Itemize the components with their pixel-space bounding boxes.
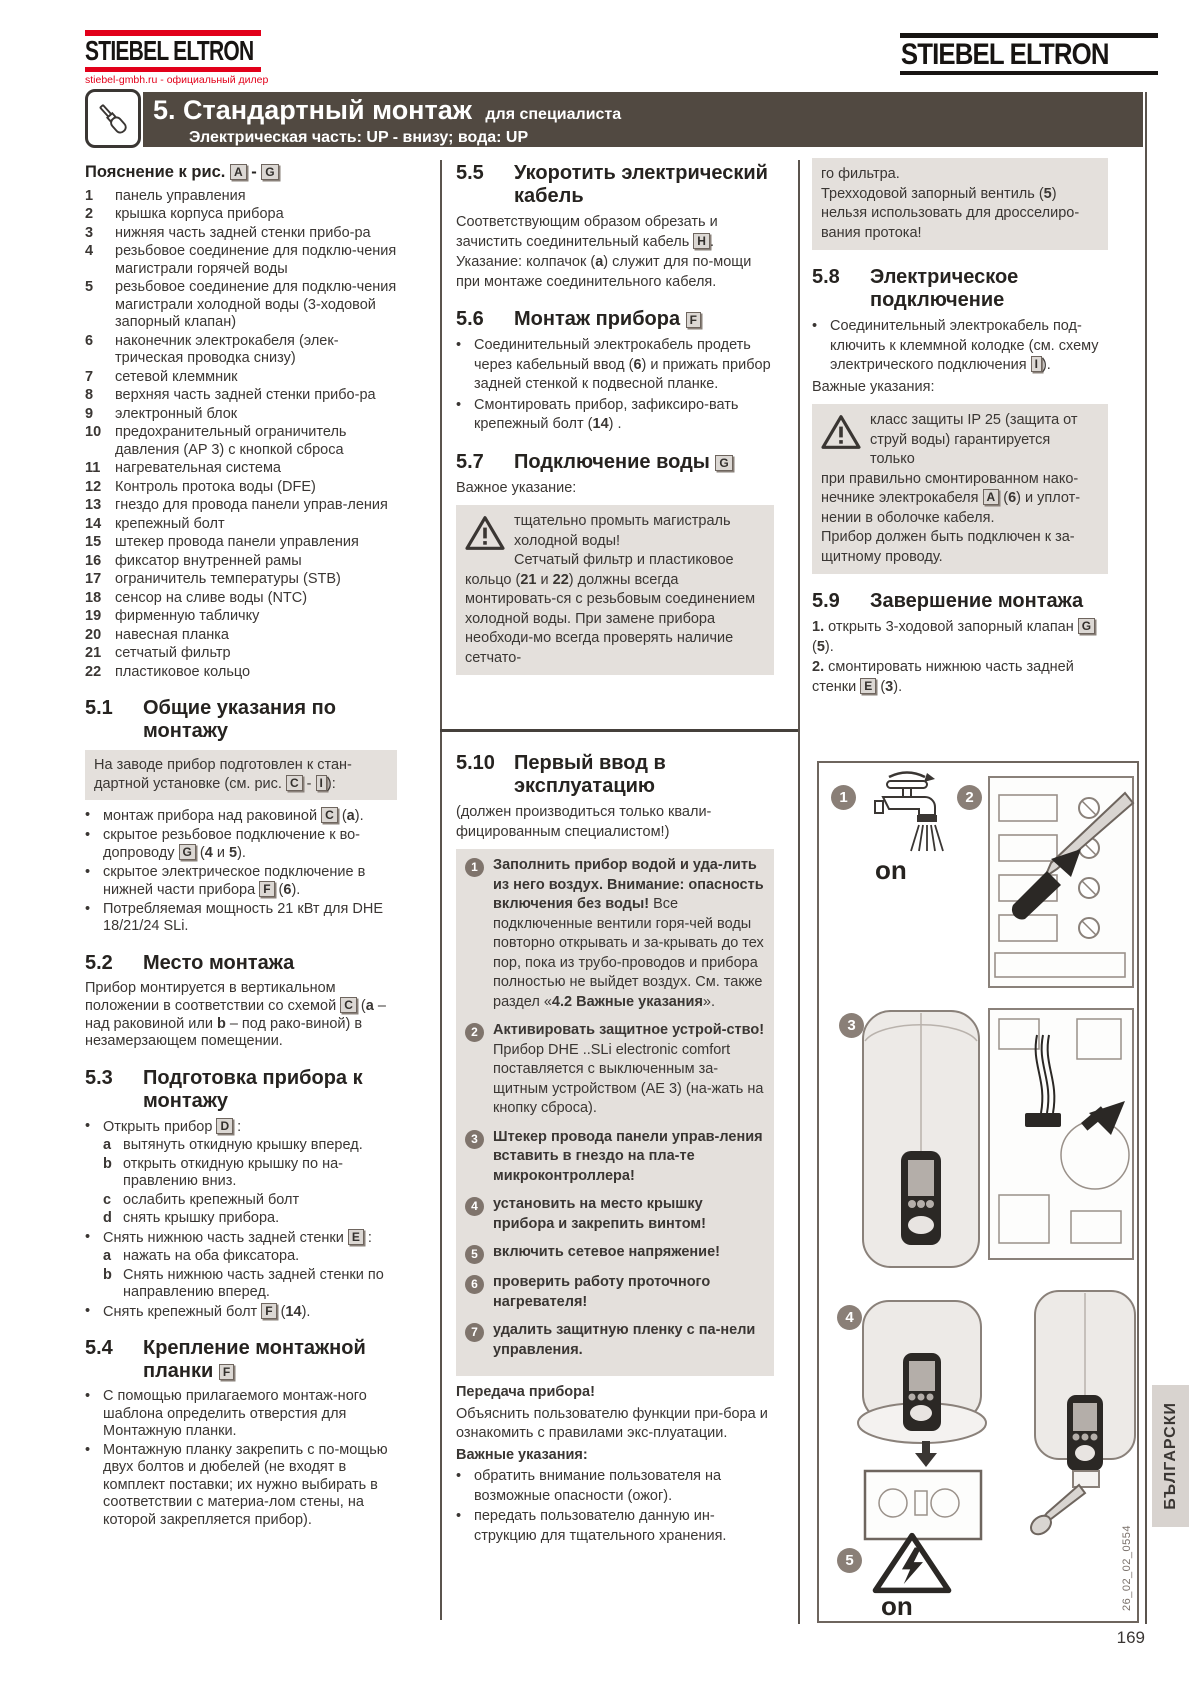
list-marker: • [85, 807, 91, 823]
bullet-item [85, 827, 397, 863]
paras-5-5 [456, 213, 774, 292]
step-item [103, 1267, 397, 1302]
list-marker: 21 [85, 645, 102, 661]
legend-item [85, 225, 397, 243]
middle-column-top [456, 160, 774, 682]
section-audience: для специалиста [485, 106, 622, 123]
list-marker: • [85, 1228, 91, 1245]
language-tab-label: БЪЛГАРСКИ [1161, 1402, 1179, 1510]
heading-title: Подключение воды G [514, 451, 733, 474]
figure-ref-C: C [321, 807, 338, 823]
step-item [85, 1118, 397, 1137]
figure-ref-G: G [179, 844, 196, 860]
list-marker: 8 [85, 387, 94, 403]
list-marker: 3 [85, 224, 94, 241]
section-subtitle: Электрическая часть: UP - внизу; вода: UP [189, 129, 529, 146]
column-divider-right [798, 160, 800, 1624]
list-marker: 9 [85, 405, 94, 422]
heading-5-8 [812, 266, 1108, 312]
legend-item [85, 387, 397, 405]
dealer-logo-bottom-bar [85, 67, 261, 72]
list-text: установить на место крышку прибора и закрепить винтом! [493, 1196, 706, 1232]
list-marker: 18 [85, 589, 102, 606]
list-marker: 17 [85, 571, 102, 587]
step-item [85, 1303, 397, 1322]
numbered-step [465, 1195, 765, 1234]
heading-title: Место монтажа [143, 951, 295, 974]
legend-item [85, 333, 397, 368]
electric-warning-icon [867, 1531, 957, 1595]
right-column [812, 158, 1108, 698]
brand-logo [900, 33, 1158, 75]
figure-ref-D: D [216, 1118, 233, 1134]
note-box-5-1: На заводе прибор подготовлен к стан-дартной установке (см. рис. C - I ): [85, 750, 397, 800]
figure-step-badge: 2 [957, 785, 982, 810]
list-text: панель управления [115, 187, 246, 204]
heading-5-1 [85, 697, 397, 743]
bullet-item [85, 1388, 397, 1441]
list-marker: 1 [85, 187, 94, 204]
middle-column-bottom [456, 748, 774, 1547]
figure-ref-F: F [219, 1364, 234, 1380]
numbered-step [465, 1273, 765, 1312]
step-item [103, 1192, 397, 1210]
bullet-item [456, 1507, 774, 1546]
list-marker: 12 [85, 478, 102, 495]
figure-step-badge: 5 [837, 1548, 862, 1573]
list-text: резьбовое соединение для подклю-чения магистрали горячей воды [115, 243, 397, 277]
notes-label: Важные указания: [456, 1446, 588, 1463]
list-marker: b [103, 1155, 112, 1172]
list-text: Снять нижнюю часть задней стенки по направлению вперед. [123, 1266, 384, 1300]
heading-5-2 [85, 952, 397, 975]
label-5-8: Важные указания: [812, 378, 935, 395]
list-text: Активировать защитное устрой-ство! Прибор DHE ..SLi electronic comfort поставляется с выключенным за-щитным устройством (AE 3) (на-жать на кнопку сброса). [493, 1022, 765, 1116]
right-margin-rule [1145, 92, 1147, 1624]
paras-5-9 [812, 618, 1108, 697]
warning-icon [465, 515, 505, 551]
numbered-paragraph [812, 658, 1108, 697]
figure-ref-E: E [348, 1229, 364, 1245]
legend-item [85, 497, 397, 515]
list-text: нажать на оба фиксатора. [123, 1248, 300, 1264]
bullet-item [456, 1467, 774, 1506]
brand-logo-bottom-rule [900, 71, 1158, 75]
figure-ref-C: C [340, 997, 357, 1013]
bullet-item [85, 1442, 397, 1530]
screwdriver-icon [94, 100, 132, 138]
figure-ref-A: A [230, 164, 247, 180]
list-text: верхняя часть задней стенки прибо-ра [115, 387, 376, 403]
list-text: включить сетевое напряжение! [493, 1244, 720, 1260]
list-marker: 2 [465, 1023, 484, 1042]
dealer-logo-tagline: stiebel-gmbh.ru - официальный дилер [85, 74, 269, 86]
list-text: крышка корпуса прибора [115, 206, 284, 222]
figure-ref-F: F [686, 312, 701, 328]
legend-item [85, 571, 397, 589]
list-marker: 3 [465, 1130, 484, 1149]
list-text: вытянуть откидную крышку вперед. [123, 1137, 363, 1153]
heading-number: 5.7 [456, 450, 484, 473]
warning-icon [821, 414, 861, 450]
continuation-box: го фильтра. Трехходовой запорный вентиль (5) нельзя использовать для дросселиро-вания протока! [812, 158, 1108, 250]
list-marker: • [456, 1508, 462, 1524]
list-text: обратить внимание пользователя на возможные опасности (ожог). [474, 1468, 722, 1504]
list-text: 1. открыть 3-ходовой запорный клапан G (5). [812, 618, 1108, 657]
bullets-5-8 [812, 317, 1108, 376]
heading-5-4 [85, 1337, 397, 1383]
list-text: снять крышку прибора. [123, 1210, 280, 1226]
list-text: монтаж прибора над раковиной C (a). [103, 808, 364, 824]
figure-ref-H: H [693, 233, 710, 249]
dealer-logo [85, 30, 269, 86]
section-title-text: Стандартный монтаж [183, 95, 472, 125]
numbered-step [465, 1128, 765, 1187]
list-text: штекер провода панели управления [115, 534, 359, 550]
list-text: Снять нижнюю часть задней стенки E : [103, 1229, 372, 1246]
heading-title: Общие указания по монтажу [143, 697, 336, 742]
list-text: сетевой клеммник [115, 368, 238, 385]
list-text: Потребляемая мощность 21 кВт для DHE 18/21/24 SLi. [103, 900, 384, 934]
section-number: 5. [153, 95, 176, 125]
terminal-block-drawing [985, 773, 1137, 991]
list-marker: 4 [465, 1197, 484, 1216]
heading-number: 5.2 [85, 951, 113, 974]
list-text: Заполнить прибор водой и уда-лить из него воздух. Внимание: опасность включения без воды! Все подключенные вентили горя-чей воды повторно открывать и за-крывать до тех пор, пока из трубо-проводов и прибора полностью не выйдет воздух. См. также раздел «4.2 Важные указания». [493, 857, 764, 1010]
list-text: крепежный болт [115, 515, 225, 532]
legend-item [85, 664, 397, 682]
list-marker: 1 [465, 858, 484, 877]
heading-5-6 [456, 308, 774, 331]
list-marker: • [85, 826, 91, 843]
appliance-front-drawing [855, 1001, 990, 1279]
faucet-open-icon [861, 769, 953, 855]
list-marker: 7 [85, 368, 94, 385]
legend-item [85, 627, 397, 645]
figure-ref-I: I [1031, 356, 1042, 372]
list-text: наконечник электрокабеля (элек-трическая проводка снизу) [115, 332, 339, 366]
heading-number: 5.5 [456, 162, 484, 184]
legend-item [85, 279, 397, 332]
brand-logo-text: STIEBEL ELTRON [900, 38, 1109, 71]
figure-ref-F: F [259, 881, 274, 897]
heading-5-9 [812, 590, 1108, 613]
page-number: 169 [1116, 1628, 1145, 1647]
list-text: передать пользователю данную ин-струкцию для тщательного хранения. [474, 1508, 727, 1544]
heading-title: Крепление монтажной планки F [143, 1337, 366, 1382]
bullet-item [85, 864, 397, 900]
label-5-7: Важное указание: [456, 479, 577, 496]
section-divider-rule [440, 729, 798, 732]
list-text: Соответствующим образом обрезать и зачистить соединительный кабель H . [456, 214, 718, 250]
list-text: резьбовое соединение для подклю-чения магистрали холодной воды (3-ходовой запорный клапан) [115, 279, 397, 330]
figure-step-badge: 4 [837, 1305, 862, 1330]
list-text: 2. смонтировать нижнюю часть задней стенки E (3). [812, 659, 1074, 695]
numbered-step [465, 1021, 765, 1119]
paragraph [456, 253, 774, 292]
on-label-bottom: on [881, 1591, 913, 1621]
figure-panel-first-start-up [817, 761, 1139, 1623]
section-title-bar [143, 92, 1143, 147]
legend-item [85, 369, 397, 387]
figure-ref-G: G [715, 455, 732, 471]
heading-number: 5.1 [85, 697, 113, 719]
list-marker: 7 [465, 1323, 484, 1342]
figure-ref-C: C [286, 775, 303, 791]
list-text: Снять крепежный болт F (14). [103, 1303, 311, 1320]
list-text: гнездо для провода панели управ-ления [115, 497, 388, 513]
list-marker: 2 [85, 206, 94, 222]
figure-ref-A: A [983, 489, 1000, 505]
list-marker: • [456, 396, 462, 413]
list-marker: c [103, 1191, 112, 1208]
list-text: Соединительный электрокабель под-ключить к клеммной колодке (см. схему электрического подключения I ). [830, 318, 1099, 373]
heading-title: Укоротить электрический кабель [514, 162, 768, 207]
heading-5-7 [456, 451, 774, 474]
notes-list [456, 1467, 774, 1546]
warning-box-5-8 [812, 404, 1108, 574]
section-title [153, 96, 1143, 129]
list-text: фирменную табличку [115, 608, 260, 624]
heading-5-3 [85, 1067, 397, 1113]
list-marker: a [103, 1248, 112, 1264]
list-marker: d [103, 1210, 112, 1226]
list-text: Открыть прибор D : [103, 1118, 242, 1135]
heading-number: 5.3 [85, 1066, 113, 1089]
list-text: открыть откидную крышку по на-правлению вниз. [123, 1155, 343, 1189]
list-text: пластиковое кольцо [115, 663, 251, 680]
list-marker: 6 [465, 1275, 484, 1294]
list-text: проверить работу проточного нагревателя! [493, 1274, 711, 1310]
legend-item [85, 206, 397, 224]
list-marker: • [85, 1441, 91, 1458]
legend-item [85, 553, 397, 571]
heading-number: 5.9 [812, 590, 840, 612]
list-text: удалить защитную пленку с па-нели управления. [493, 1322, 756, 1358]
list-text: скрытое электрическое подключение в нижней части прибора F (6). [103, 863, 366, 898]
list-5-3 [85, 1118, 397, 1322]
left-column [85, 162, 397, 1530]
step-item [103, 1210, 397, 1228]
list-text: сенсор на сливе воды (NTC) [115, 589, 308, 606]
bullet-item [812, 317, 1108, 376]
list-text: Соединительный электрокабель продеть через кабельный ввод (6) и прижать прибор задней стенкой к подвесной планке. [474, 337, 771, 392]
step-item [103, 1137, 397, 1155]
list-text: Контроль протока воды (DFE) [115, 478, 316, 495]
legend-item [85, 534, 397, 552]
list-text: навесная планка [115, 626, 229, 643]
list-marker: • [456, 337, 462, 353]
dealer-logo-brand: STIEBEL ELTRON [85, 35, 254, 66]
heading-number: 5.8 [812, 266, 840, 288]
step-item [103, 1248, 397, 1266]
legend-item [85, 479, 397, 497]
bullets-5-1 [85, 807, 397, 936]
bullet-item [85, 901, 397, 936]
figure-ref-G: G [261, 164, 278, 180]
heading-title: Электрическое подключение [870, 266, 1019, 311]
handover-title: Передача прибора! [456, 1384, 595, 1400]
heading-title: Монтаж прибора F [514, 308, 701, 331]
figure-ref-I: I [316, 775, 327, 791]
list-text: электронный блок [115, 405, 238, 422]
list-text: Указание: колпачок (a) служит для по-мощи при монтаже соединительного кабеля. [456, 254, 752, 290]
steps-box-5-10 [456, 849, 774, 1376]
bullet-item [85, 807, 397, 826]
bullets-5-4 [85, 1388, 397, 1529]
heading-number: 5.10 [456, 752, 495, 774]
column-divider-left [440, 160, 442, 1620]
list-marker: 20 [85, 626, 102, 643]
list-text: нижняя часть задней стенки прибо-ра [115, 224, 371, 241]
legend-item [85, 460, 397, 478]
list-text: ослабить крепежный болт [123, 1191, 300, 1208]
list-marker: 6 [85, 332, 94, 349]
figure-step-badge: 3 [839, 1013, 864, 1038]
warning-box-5-7 [456, 505, 774, 675]
list-marker: 13 [85, 497, 102, 513]
list-text: С помощью прилагаемого монтаж-ного шаблона определить отверстия для Монтажную планки. [103, 1388, 367, 1439]
list-marker: 19 [85, 608, 102, 624]
list-text: Смонтировать прибор, зафиксиро-вать крепежный болт (14) . [474, 396, 739, 432]
list-text: предохранительный ограничитель давления (AP 3) с кнопкой сброса [115, 424, 347, 458]
legend-item [85, 608, 397, 626]
legend-item [85, 590, 397, 608]
legend-item [85, 406, 397, 424]
list-marker: • [456, 1468, 462, 1484]
legend-item [85, 243, 397, 278]
list-marker: 11 [85, 460, 101, 476]
list-text: Монтажную планку закрепить с по-мощью двух болтов и дюбелей (не входят в комплект поставки; их нужно выбирать в соответствии с материа-лом стены, на которой закрепляется прибор). [103, 1441, 388, 1528]
figure-code: 26_02_02_0554 [1121, 1524, 1133, 1611]
list-text: скрытое резьбовое подключение к во-допроводу G (4 и 5). [103, 826, 360, 861]
numbered-step [465, 1321, 765, 1360]
heading-title: Первый ввод в эксплуатацию [514, 752, 666, 797]
legend-item [85, 188, 397, 206]
list-marker: b [103, 1266, 112, 1283]
numbered-step [465, 856, 765, 1012]
paragraph [456, 213, 774, 252]
language-tab [1152, 1385, 1189, 1527]
figure-ref-F: F [261, 1303, 276, 1319]
step-item [103, 1156, 397, 1191]
legend-heading: Пояснение к рис. A - G [85, 164, 397, 182]
heading-5-10 [456, 752, 774, 798]
list-marker: a [103, 1137, 112, 1153]
list-marker: 4 [85, 243, 94, 259]
list-marker: 5 [465, 1245, 484, 1264]
intro-5-10: (должен производиться только квали-фицированным специалистом!) [456, 804, 712, 840]
bullet-item [456, 396, 774, 435]
legend-item [85, 516, 397, 534]
numbered-step [465, 1243, 765, 1264]
list-marker: 16 [85, 552, 102, 569]
figure-ref-E: E [860, 678, 876, 694]
list-marker: 10 [85, 424, 102, 440]
list-text: фиксатор внутренней рамы [115, 552, 302, 569]
step-item [85, 1229, 397, 1248]
screwdriver-icon-box [85, 89, 141, 148]
legend-item [85, 424, 397, 459]
figure-ref-G: G [1078, 618, 1095, 634]
list-text: ограничитель температуры (STB) [115, 571, 341, 587]
warning-text: класс защиты IP 25 (защита от струй воды) гарантируется только при правильно смонтированном нако-нечнике электрокабеля A (6) и уплот-нении в оболочке кабеля. Прибор должен быть подключен к за-щитному проводу. [821, 412, 1081, 565]
list-text: нагревательная система [115, 460, 281, 476]
list-marker: 14 [85, 515, 102, 532]
cover-mounting-drawing [849, 1295, 1019, 1547]
list-marker: 5 [85, 279, 94, 295]
figure-step-badge: 1 [831, 785, 856, 810]
warning-text: тщательно промыть магистраль холодной воды! Сетчатый фильтр и пластиковое кольцо (21 и 22) должны всегда монтировать-ся с резьбовым соединением холодной воды. При замене прибора необходи-мо всегда проверять наличие сетчато- [465, 513, 756, 666]
list-marker: 22 [85, 663, 102, 680]
list-marker: • [812, 318, 818, 334]
list-text: Штекер провода панели управ-ления вставить в гнездо на пла-те микроконтроллера! [493, 1128, 763, 1184]
bullets-5-6 [456, 336, 774, 435]
heading-number: 5.4 [85, 1337, 113, 1359]
list-marker: • [85, 900, 91, 917]
heading-title: Завершение монтажа [870, 590, 1084, 612]
body-5-2: Прибор монтируется в вертикальном положении в соответствии со схемой C (a – над раковиной или b – под рако-виной) в незамерзающем помещении. [85, 979, 386, 1049]
legend-list [85, 188, 397, 682]
list-marker: • [85, 1302, 91, 1319]
heading-title: Подготовка прибора к монтажу [143, 1066, 363, 1112]
list-text: сетчатый фильтр [115, 645, 231, 661]
list-marker: 15 [85, 534, 102, 550]
bullet-item [456, 336, 774, 395]
list-marker: • [85, 1117, 91, 1134]
heading-5-5 [456, 162, 774, 208]
handover-body: Объяснить пользователю функции при-бора и ознакомить с правилами экс-плуатации. [456, 1405, 768, 1441]
heading-number: 5.6 [456, 308, 484, 330]
list-marker: • [85, 1388, 91, 1404]
on-label-top: on [875, 855, 907, 885]
circuit-board-cable-drawing [985, 1005, 1137, 1263]
legend-item [85, 645, 397, 663]
numbered-paragraph [812, 618, 1108, 657]
list-marker: • [85, 863, 91, 880]
appliance-screw-drawing [1027, 1285, 1139, 1547]
